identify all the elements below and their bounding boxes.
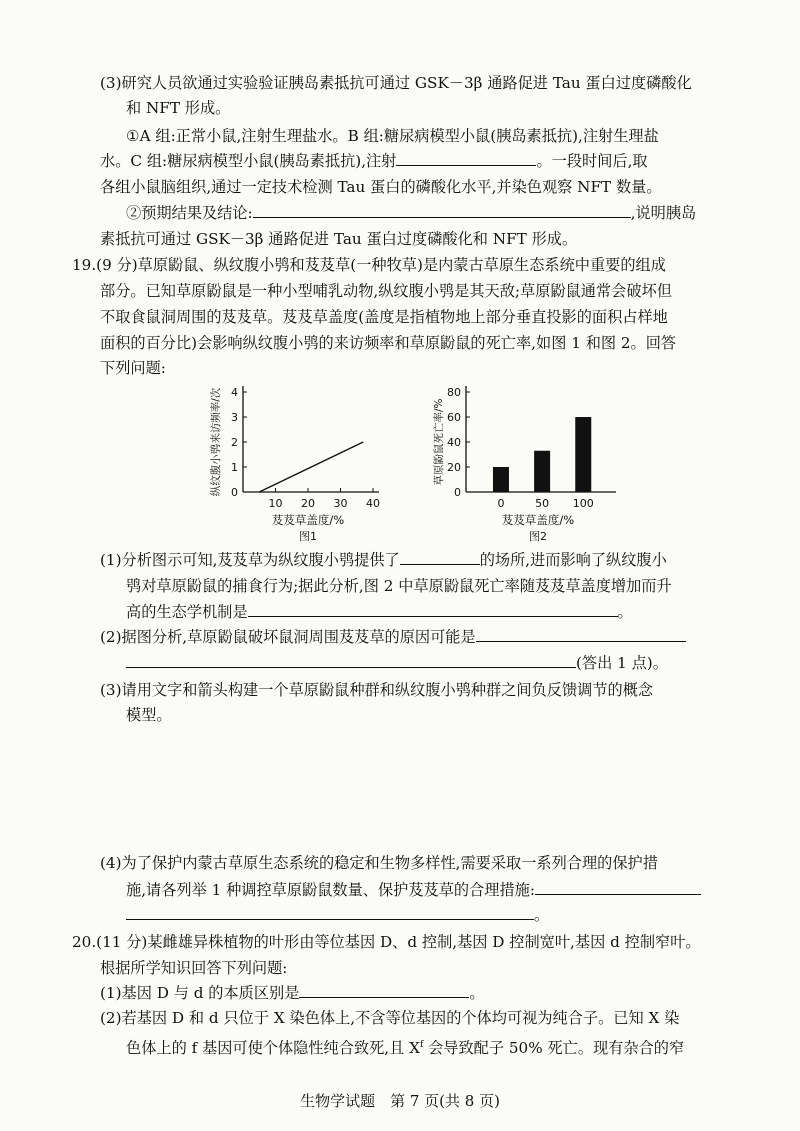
q20-sub1 — [100, 983, 485, 1003]
q19-sub3-line2: 模型。 — [126, 706, 172, 724]
q20-stem-line2: 根据所学知识回答下列问题: — [100, 959, 288, 977]
q18-line4-text-b: 。一段时间后,取 — [536, 152, 648, 170]
q19-sub1-text-b: 的场所,进而影响了纵纹腹小 — [479, 551, 667, 569]
q18-part3-line1: (3)研究人员欲通过实验验证胰岛素抵抗可通过 GSK－3β 通路促进 Tau 蛋白过度磷酸化 — [100, 74, 692, 92]
x-axis-label: 芨芨草盖度/% — [501, 513, 575, 527]
q19-stem-line1: 19.(9 分)草原鼢鼠、纵纹腹小鸮和芨芨草(一种牧草)是内蒙古草原生态系统中重要的组成 — [72, 256, 666, 274]
q19-sub1-line1 — [100, 550, 667, 570]
q19-sub1-text-d: 。 — [617, 603, 633, 621]
x-tick-label: 30 — [333, 497, 348, 510]
q19-sub2-line2 — [126, 653, 668, 673]
answer-blank[interactable] — [400, 550, 480, 565]
answer-blank[interactable] — [126, 653, 576, 668]
x-tick-label: 0 — [497, 497, 505, 510]
q19-sub2-note: (答出 1 点)。 — [576, 654, 668, 672]
y-tick-label: 40 — [447, 436, 461, 449]
q19-stem-line5: 下列问题: — [100, 359, 166, 377]
y-tick-label: 60 — [447, 411, 461, 424]
bar — [575, 417, 591, 492]
answer-blank[interactable] — [535, 880, 701, 895]
q19-sub2-line1 — [100, 627, 686, 647]
figure-title: 图2 — [529, 530, 547, 543]
q19-sub4-line2 — [126, 880, 701, 900]
x-tick-label: 50 — [535, 497, 550, 510]
x-tick-label: 40 — [366, 497, 380, 510]
q20-sub1-end: 。 — [469, 984, 485, 1002]
q18-part3-line4 — [100, 151, 648, 171]
q19-sub4-line3 — [126, 905, 549, 925]
series-line — [259, 442, 363, 492]
q18-part3-line3: ①A 组:正常小鼠,注射生理盐水。B 组:糖尿病模型小鼠(胰岛素抵抗),注射生理盐 — [126, 127, 659, 145]
answer-blank[interactable] — [476, 627, 686, 642]
q19-stem-line4: 面积的百分比)会影响纵纹腹小鸮的来访频率和草原鼢鼠的死亡率,如图 1 和图 2。回答 — [100, 334, 677, 352]
x-tick-label: 100 — [572, 497, 594, 510]
figure-title: 图1 — [299, 530, 317, 543]
answer-blank[interactable] — [126, 905, 534, 920]
y-tick-label: 80 — [447, 386, 461, 399]
y-axis-label: 纵纹腹小鸮来访频率/次 — [210, 387, 222, 497]
q19-stem-line3: 不取食鼠洞周围的芨芨草。芨芨草盖度(盖度是指植物地上部分垂直投影的面积占样地 — [100, 308, 668, 326]
q19-stem-line2: 部分。已知草原鼢鼠是一种小型哺乳动物,纵纹腹小鸮是其天敌;草原鼢鼠通常会破坏但 — [100, 282, 672, 300]
q19-sub4-text: 施,请各列举 1 种调控草原鼢鼠数量、保护芨芨草的合理措施: — [126, 881, 535, 899]
q20-sub2-line2 — [126, 1035, 684, 1058]
bar — [493, 467, 509, 492]
answer-blank[interactable] — [396, 151, 536, 166]
q19-sub3-line1: (3)请用文字和箭头构建一个草原鼢鼠种群和纵纹腹小鸮种群之间负反馈调节的概念 — [100, 681, 654, 699]
q19-sub1-line3 — [126, 602, 633, 622]
answer-blank[interactable] — [253, 203, 631, 218]
y-tick-label: 2 — [231, 436, 238, 449]
answer-blank[interactable] — [299, 983, 469, 998]
q19-sub4-line1: (4)为了保护内蒙古草原生态系统的稳定和生物多样性,需要采取一系列合理的保护措 — [100, 854, 658, 872]
y-tick-label: 1 — [231, 461, 238, 474]
bar — [534, 451, 550, 492]
y-tick-label: 4 — [231, 386, 238, 399]
q18-part3-line2: 和 NFT 形成。 — [126, 99, 231, 117]
q20-sub2-line1: (2)若基因 D 和 d 只位于 X 染色体上,不含等位基因的个体均可视为纯合子。已知 X 染 — [100, 1009, 680, 1027]
figure-1-line-chart — [195, 380, 395, 545]
answer-blank[interactable] — [248, 602, 618, 617]
q19-sub1-text-c: 高的生态学机制是 — [126, 603, 248, 621]
page-footer: 生物学试题 第 7 页(共 8 页) — [300, 1092, 500, 1110]
q19-sub2-text: (2)据图分析,草原鼢鼠破坏鼠洞周围芨芨草的原因可能是 — [100, 628, 476, 646]
q20-sub2-text-a: 色体上的 f 基因可使个体隐性纯合致死,且 X — [126, 1039, 420, 1058]
y-axis-label: 草原鼢鼠死亡率/% — [433, 398, 445, 486]
q20-stem-line1: 20.(11 分)某雌雄异株植物的叶形由等位基因 D、d 控制,基因 D 控制宽叶,基因 d 控制窄叶。 — [72, 933, 701, 951]
q18-line4-text-a: 水。C 组:糖尿病模型小鼠(胰岛素抵抗),注射 — [100, 152, 397, 170]
y-tick-label: 20 — [447, 461, 461, 474]
y-tick-label: 0 — [231, 486, 238, 499]
q18-part3-line7: 素抵抗可通过 GSK－3β 通路促进 Tau 蛋白过度磷酸化和 NFT 形成。 — [100, 230, 578, 248]
q19-sub1-line2: 鸮对草原鼢鼠的捕食行为;据此分析,图 2 中草原鼢鼠死亡率随芨芨草盖度增加而升 — [126, 577, 672, 595]
q18-line6-text-b: ,说明胰岛 — [630, 204, 697, 222]
q20-sub1-text: (1)基因 D 与 d 的本质区别是 — [100, 984, 300, 1002]
q18-part3-line6 — [126, 203, 696, 223]
q18-part3-line5: 各组小鼠脑组织,通过一定技术检测 Tau 蛋白的磷酸化水平,并染色观察 NFT 数量。 — [100, 178, 662, 196]
x-axis-label: 芨芨草盖度/% — [271, 513, 345, 527]
q19-sub1-text-a: (1)分析图示可知,芨芨草为纵纹腹小鸮提供了 — [100, 551, 400, 569]
x-tick-label: 20 — [301, 497, 315, 510]
q20-sub2-text-b: 会导致配子 50% 死亡。现有杂合的窄 — [423, 1039, 685, 1058]
y-tick-label: 3 — [231, 411, 238, 424]
q19-sub4-end: 。 — [534, 906, 550, 924]
x-tick-label: 10 — [268, 497, 283, 510]
figure-2-bar-chart — [420, 380, 620, 545]
q18-line6-text-a: ②预期结果及结论: — [126, 204, 253, 222]
y-tick-label: 0 — [454, 486, 461, 499]
superscript-f: f — [419, 1040, 424, 1050]
